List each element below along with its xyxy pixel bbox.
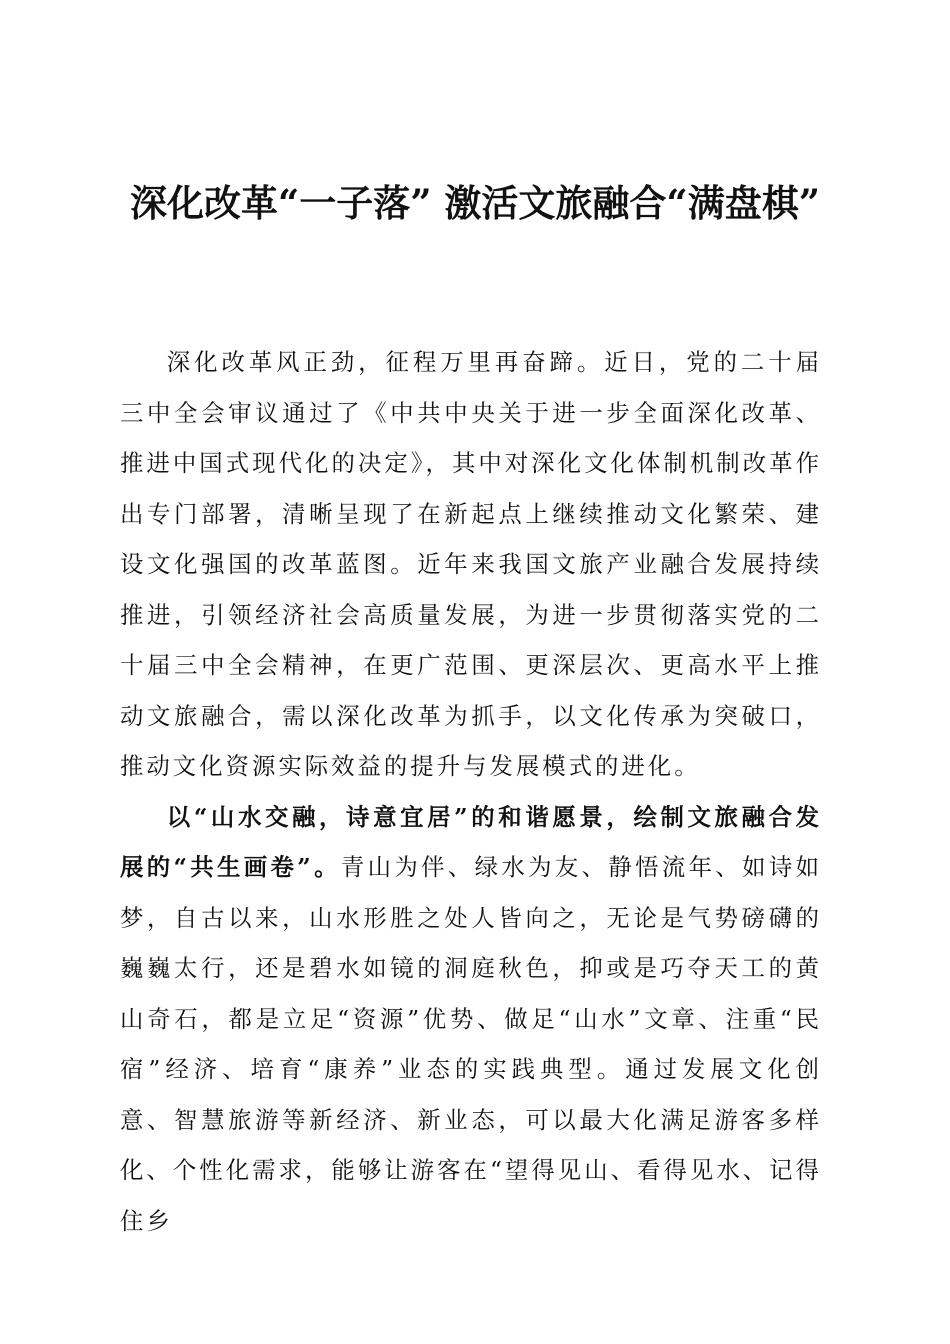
paragraph-2 (120, 792, 822, 1247)
paragraph-1 (120, 337, 822, 792)
paragraph-2-text: 青山为伴、绿水为友、静悟流年、如诗如梦，自古以来，山水形胜之处人皆向之，无论是气势磅礴的巍巍太行，还是碧水如镜的洞庭秋色，抑或是巧夺天工的黄山奇石，都是立足“资源”优势、做足“山水”文章、注重“民宿”经济、培育“康养”业态的实践典型。通过发展文化创意、智慧旅游等新经济、新业态，可以最大化满足游客多样化、个性化需求，能够让游客在“望得见山、看得见水、记得住乡 (120, 853, 822, 1235)
document-title: 深化改革“一子落” 激活文旅融合“满盘棋” (129, 180, 820, 225)
document-body (120, 337, 822, 1246)
paragraph-2-lead: 以“山水交融，诗意宜居”的和谐愿景，绘制文旅融合发展的“共生画卷”。 (120, 802, 822, 881)
paragraph-1-text: 深化改革风正劲，征程万里再奋蹄。近日，党的二十届三中全会审议通过了《中共中央关于进一步全面深化改革、推进中国式现代化的决定》，其中对深化文化体制机制改革作出专门部署，清晰呈现了在新起点上继续推动文化繁荣、建设文化强国的改革蓝图。近年来我国文旅产业融合发展持续推进，引领经济社会高质量发展，为进一步贯彻落实党的二十届三中全会精神，在更广范围、更深层次、更高水平上推动文旅融合，需以深化改革为抓手，以文化传承为突破口，推动文化资源实际效益的提升与发展模式的进化。 (120, 348, 822, 780)
